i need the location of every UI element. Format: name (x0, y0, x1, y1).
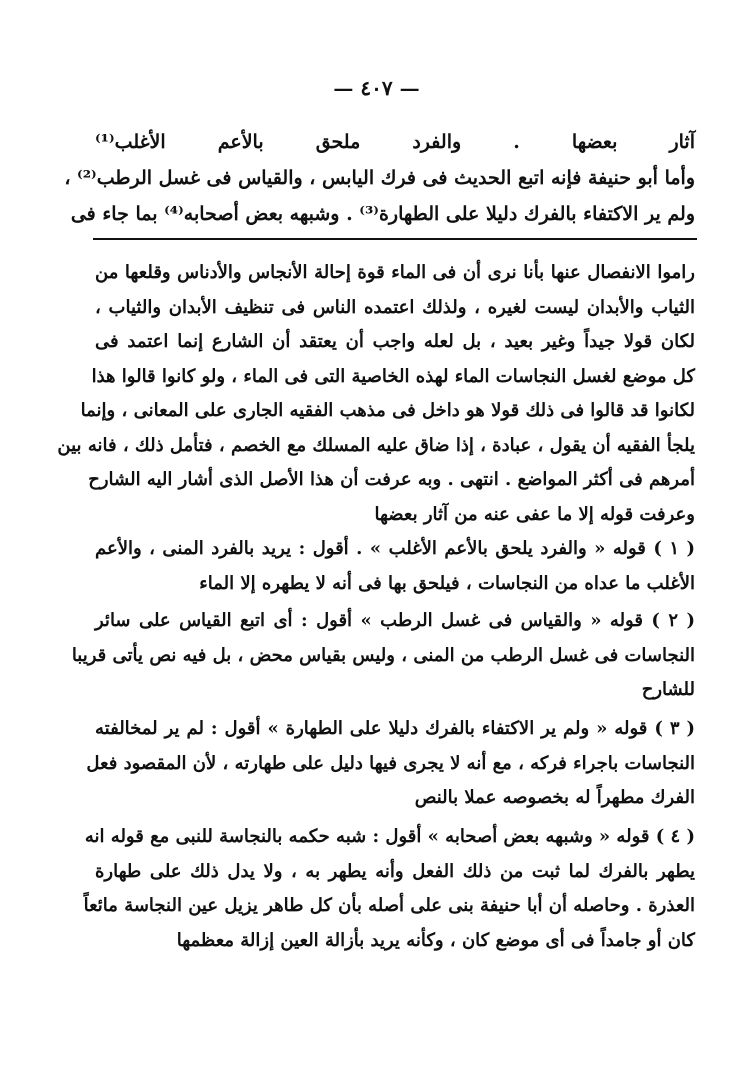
commentary-text (57, 256, 695, 532)
page-number: — ٤٠٧ — (333, 76, 420, 100)
footnote-2 (71, 604, 695, 708)
footnote-line: النجاسات باجراء فركه ، مع أنه لا يجرى فيها دليل على طهارته ، لأن المقصود فعل (86, 752, 695, 774)
commentary-line: يلجأ الفقيه أن يقول ، عبادة ، إذا ضاق عليه المسلك مع الخصم ، فتأمل ذلك ، فانه بين (57, 434, 695, 456)
footnote-line: الأغلب ما عداه من النجاسات ، فيلحق بها فى أنه لا يطهره إلا الماء (199, 572, 695, 594)
main-text-line: آثار بعضها . والفرد ملحق بالأعم الأغلب⁽¹⁾ (95, 131, 695, 153)
commentary-line: الثياب والأبدان ليست لغيره ، ولذلك اعتمده الناس فى تنظيف الأبدان والثياب ، (95, 296, 695, 318)
footnote-3 (86, 712, 695, 816)
footnote-line: ( ٢ ) قوله « والقياس فى غسل الرطب » أقول : أى اتبع القياس على سائر (95, 610, 695, 631)
commentary-line: لكان قولا جيداً وغير بعيد ، بل لعله واجب أن يعتقد أن الشارع إنما اعتمد فى (95, 331, 695, 352)
footnote-4 (83, 820, 695, 958)
commentary-line: وعرفت قوله إلا ما عفى عنه من آثار بعضها (374, 503, 695, 525)
commentary-line: أمرهم فى أكثر المواضع . انتهى . وبه عرفت أن هذا الأصل الذى أشار اليه الشارح (88, 469, 695, 490)
footnote-line: ( ١ ) قوله « والفرد يلحق بالأعم الأغلب » . أقول : يريد بالفرد المنى ، والأعم (95, 538, 695, 559)
commentary-line: راموا الانفصال عنها بأنا نرى أن فى الماء قوة إحالة الأنجاس والأدناس وقلعها من (95, 262, 695, 283)
footnote-1 (95, 532, 695, 601)
footnote-line: العذرة . وحاصله أن أبا حنيفة بنى على أصله بأن كل طاهر يزيل عين النجاسة مائعاً (83, 895, 695, 916)
commentary-line: كل موضع لغسل النجاسات الماء لهذه الخاصية التى فى الماء ، ولو كانوا قالوا هذا (91, 365, 695, 387)
footnote-line: يطهر بالفرك لما ثبت من ذلك الفعل وأنه يطهر به ، ولا يدل ذلك على طهارة (95, 860, 695, 882)
footnote-line: الفرك مطهراً له بخصوصه عملا بالنص (414, 787, 695, 808)
footnote-line: النجاسات فى غسل الرطب من المنى ، وليس بقياس محض ، بل فيه نص يأتى قريبا (71, 644, 695, 666)
footnote-line: للشارح (641, 679, 695, 700)
main-text-line: وأما أبو حنيفة فإنه اتبع الحديث فى فرك اليابس ، والقياس فى غسل الرطب⁽²⁾ ، (64, 167, 695, 189)
footnote-line: ( ٤ ) قوله « وشبهه بعض أصحابه » أقول : شبه حكمه بالنجاسة للنبى مع قوله انه (84, 826, 695, 847)
commentary-line: لكانوا قد قالوا فى ذلك قولا هو داخل فى مذهب الفقيه الجارى على المعانى ، وإنما (80, 400, 695, 421)
footnote-line: ( ٣ ) قوله « ولم ير الاكتفاء بالفرك دليلا على الطهارة » أقول : لم ير لمخالفته (95, 718, 695, 739)
footnote-line: كان أو جامداً فى أى موضع كان ، وكأنه يريد بأزالة العين إزالة معظمها (176, 929, 695, 951)
main-text-line: ولم ير الاكتفاء بالفرك دليلا على الطهارة⁽³⁾ . وشبهه بعض أصحابه⁽⁴⁾ بما جاء فى (70, 203, 695, 225)
section-divider (93, 238, 697, 240)
main-text (64, 124, 695, 232)
